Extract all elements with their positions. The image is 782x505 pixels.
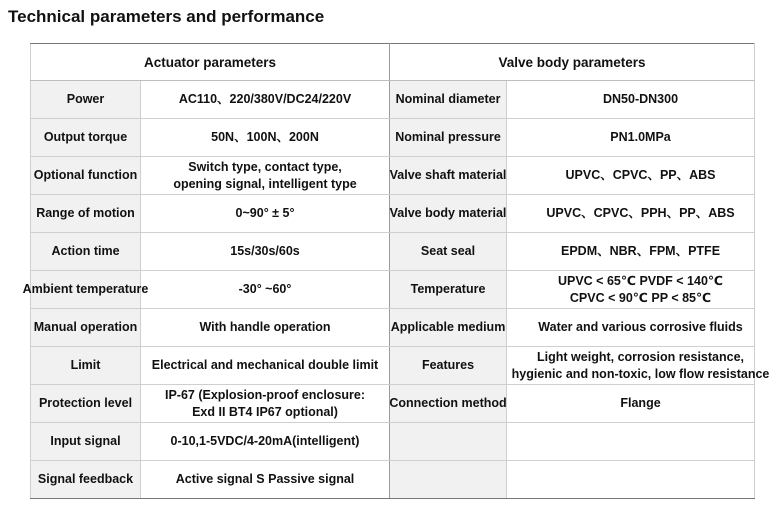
- actuator-param-label-cell: [31, 461, 141, 499]
- valve-param-label: Nominal diameter: [395, 92, 501, 106]
- valve-param-label-cell: [390, 309, 507, 347]
- table-row: [31, 271, 755, 309]
- actuator-param-value-cell: [141, 309, 390, 347]
- valve-param-label-cell: [390, 347, 507, 385]
- actuator-param-value-line: Electrical and mechanical double limit: [151, 358, 379, 372]
- actuator-param-value-line: 0-10,1-5VDC/4-20mA(intelligent): [170, 434, 360, 448]
- valve-param-label: Nominal pressure: [395, 130, 501, 144]
- valve-param-value-cell: [507, 423, 755, 461]
- actuator-param-value-line: IP-67 (Explosion-proof enclosure:: [164, 387, 366, 402]
- actuator-param-value-cell: [141, 271, 390, 309]
- valve-param-value-line: UPVC、CPVC、PP、ABS: [565, 168, 716, 182]
- actuator-param-label-cell: [31, 81, 141, 119]
- valve-param-label-cell: [390, 119, 507, 157]
- actuator-param-value-line: 0~90° ± 5°: [235, 206, 295, 220]
- actuator-param-label: Manual operation: [33, 320, 138, 334]
- valve-param-value-cell: [507, 309, 755, 347]
- actuator-param-value-line: 50N、100N、200N: [211, 130, 319, 144]
- valve-param-value-line: Flange: [620, 396, 661, 410]
- actuator-param-label-cell: [31, 119, 141, 157]
- actuator-param-value-line: Exd II BT4 IP67 optional): [192, 404, 338, 419]
- table-row: [31, 347, 755, 385]
- actuator-param-value-cell: [141, 119, 390, 157]
- actuator-param-label: Optional function: [33, 168, 138, 182]
- actuator-param-label-cell: [31, 157, 141, 195]
- table-row: [31, 195, 755, 233]
- valve-param-label-cell: [390, 233, 507, 271]
- valve-param-label-cell: [390, 157, 507, 195]
- actuator-param-value-line: AC110、220/380V/DC24/220V: [178, 92, 352, 106]
- valve-param-label-cell: [390, 271, 507, 309]
- table-row: [31, 119, 755, 157]
- valve-param-value-line: CPVC < 90℃ PP < 85℃: [569, 290, 712, 305]
- valve-param-value-line: UPVC、CPVC、PPH、PP、ABS: [546, 206, 735, 220]
- valve-param-label: Features: [421, 358, 475, 372]
- valve-param-value-cell: [507, 157, 755, 195]
- actuator-param-value-line: -30° ~60°: [238, 282, 292, 296]
- valve-param-label-cell: [390, 385, 507, 423]
- actuator-param-value-line: Active signal S Passive signal: [175, 472, 355, 486]
- actuator-param-label: Range of motion: [36, 206, 135, 220]
- actuator-param-value-cell: [141, 157, 390, 195]
- valve-param-value-cell: [507, 233, 755, 271]
- valve-param-label-cell: [390, 423, 507, 461]
- table-header-row: [31, 44, 755, 81]
- actuator-param-value-cell: [141, 385, 390, 423]
- actuator-param-label: Ambient temperature: [22, 282, 149, 296]
- actuator-param-value-line: Switch type, contact type,: [188, 159, 342, 174]
- actuator-param-label: Power: [66, 92, 105, 106]
- table-row: [31, 385, 755, 423]
- table-row: [31, 81, 755, 119]
- actuator-param-label-cell: [31, 423, 141, 461]
- valve-param-value-cell: [507, 461, 755, 499]
- actuator-param-label-cell: [31, 233, 141, 271]
- actuator-param-value-line: With handle operation: [199, 320, 331, 334]
- valve-param-value-line: UPVC < 65℃ PVDF < 140℃: [557, 273, 724, 288]
- actuator-param-label: Signal feedback: [37, 472, 134, 486]
- valve-param-label: Temperature: [410, 282, 486, 296]
- valve-param-value-line: hygienic and non-toxic, low flow resistance: [511, 366, 770, 381]
- table-row: [31, 309, 755, 347]
- page-title: Technical parameters and performance: [8, 7, 325, 26]
- actuator-param-label-cell: [31, 385, 141, 423]
- actuator-parameters-header: Actuator parameters: [31, 44, 390, 81]
- actuator-param-label: Action time: [51, 244, 120, 258]
- valve-param-label-cell: [390, 195, 507, 233]
- valve-param-value-line: DN50-DN300: [603, 92, 679, 106]
- valve-param-label: Valve body material: [389, 206, 507, 220]
- actuator-param-value-cell: [141, 195, 390, 233]
- actuator-param-value-cell: [141, 81, 390, 119]
- actuator-param-label: Limit: [70, 358, 101, 372]
- valve-param-value-cell: [507, 195, 755, 233]
- valve-param-label: Seat seal: [420, 244, 476, 258]
- valve-body-parameters-header: Valve body parameters: [390, 44, 755, 81]
- valve-param-value-line: Light weight, corrosion resistance,: [537, 349, 745, 364]
- actuator-param-value-cell: [141, 461, 390, 499]
- actuator-param-label-cell: [22, 271, 149, 309]
- valve-param-label-cell: [390, 461, 507, 499]
- valve-param-label-cell: [390, 81, 507, 119]
- valve-param-label: Valve shaft material: [389, 168, 507, 182]
- actuator-param-value-cell: [141, 347, 390, 385]
- actuator-param-label: Protection level: [38, 396, 133, 410]
- valve-param-value-cell: [507, 385, 755, 423]
- valve-param-value-line: Water and various corrosive fluids: [538, 320, 743, 334]
- table-row: [31, 461, 755, 499]
- valve-param-value-line: PN1.0MPa: [610, 130, 671, 144]
- valve-param-value-cell: [507, 271, 755, 309]
- valve-param-value-cell: [507, 119, 755, 157]
- actuator-param-label-cell: [31, 309, 141, 347]
- valve-param-value-cell: [507, 81, 755, 119]
- actuator-param-value-cell: [141, 233, 390, 271]
- actuator-param-label: Input signal: [50, 434, 121, 448]
- valve-param-value-cell: [507, 347, 770, 385]
- actuator-param-label-cell: [31, 195, 141, 233]
- actuator-param-label-cell: [31, 347, 141, 385]
- table-row: [31, 233, 755, 271]
- valve-param-label: Applicable medium: [390, 320, 506, 334]
- actuator-param-value-line: opening signal, intelligent type: [173, 176, 357, 191]
- valve-param-label: Connection method: [389, 396, 507, 410]
- actuator-param-label: Output torque: [43, 130, 128, 144]
- table-row: [31, 423, 755, 461]
- table-row: [31, 157, 755, 195]
- actuator-param-value-line: 15s/30s/60s: [230, 244, 300, 258]
- parameters-table: [22, 43, 770, 499]
- valve-param-value-line: EPDM、NBR、FPM、PTFE: [561, 244, 721, 258]
- actuator-param-value-cell: [141, 423, 390, 461]
